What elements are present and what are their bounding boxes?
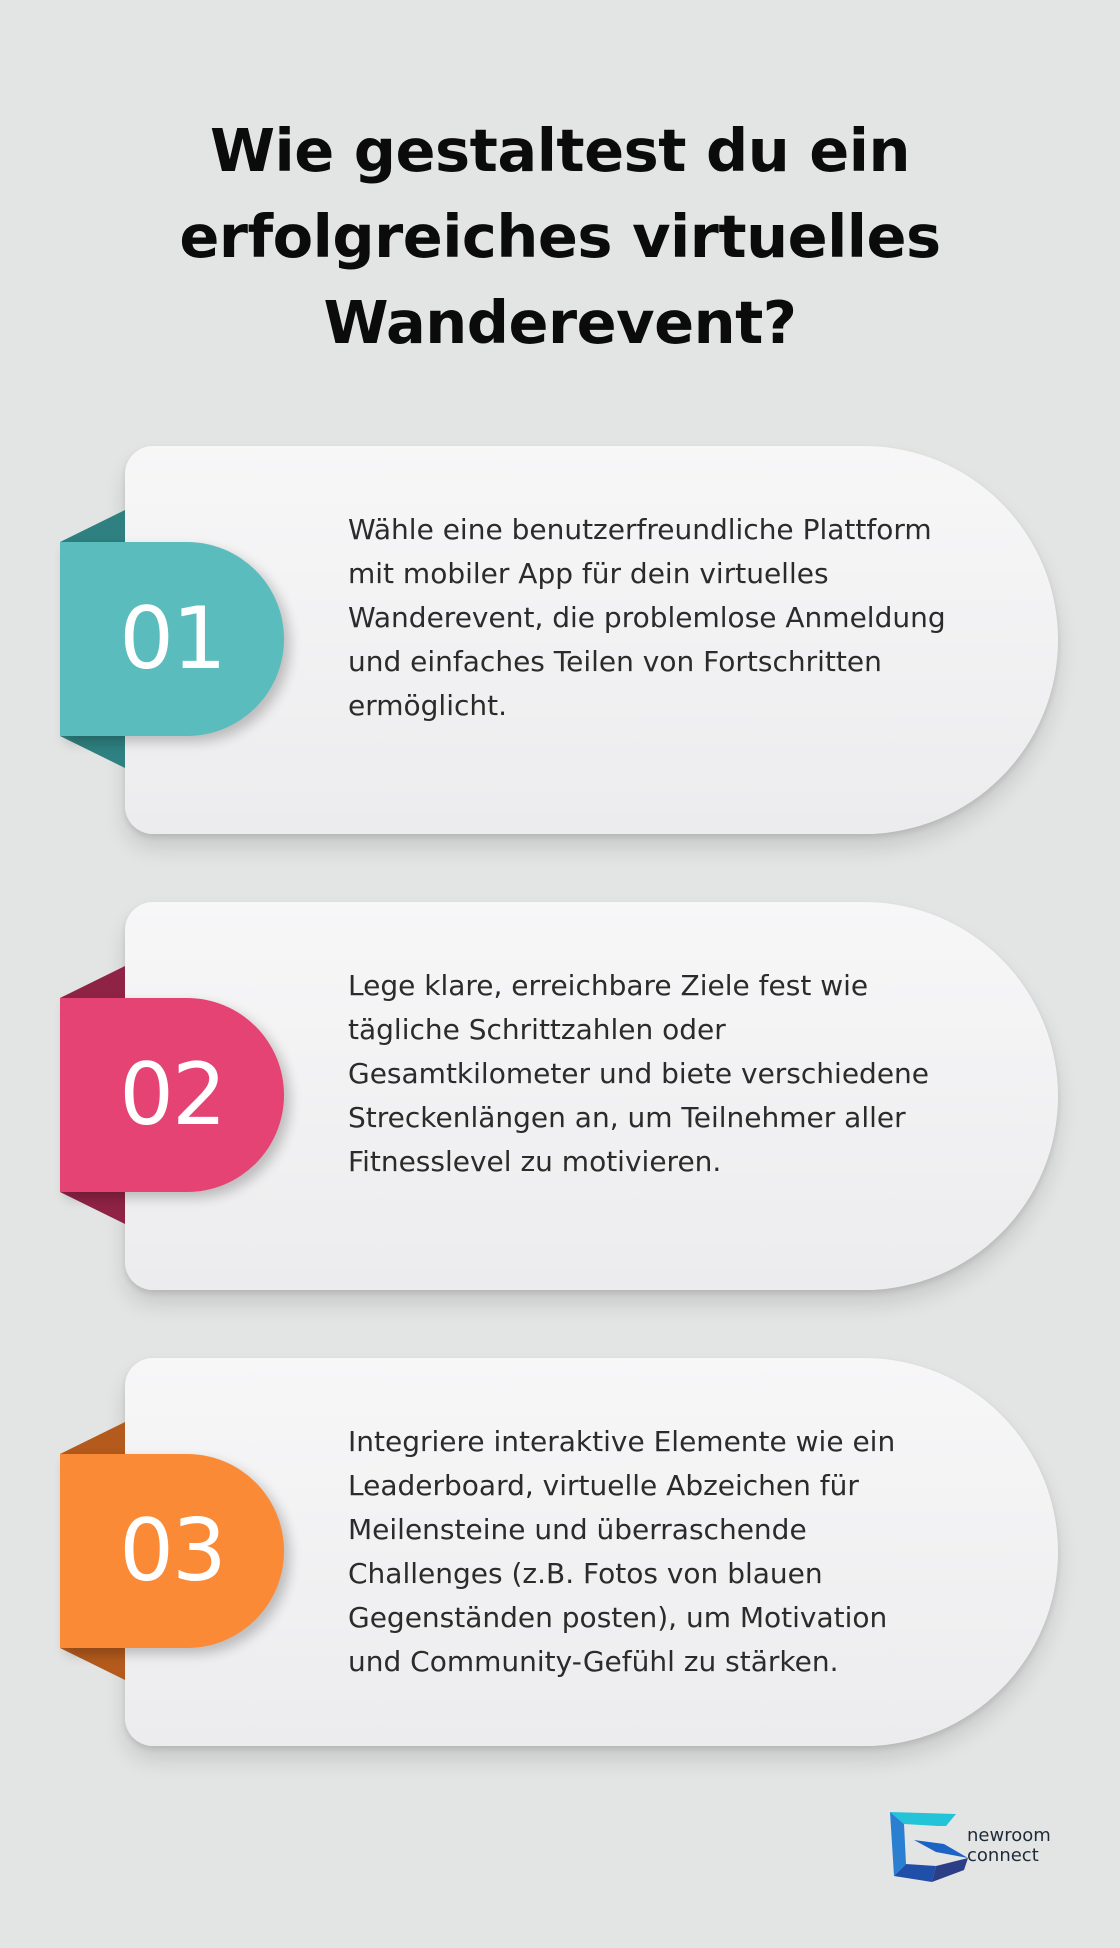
step-1-number: 01 xyxy=(119,589,225,689)
newroom-connect-logo-icon xyxy=(888,1812,968,1884)
step-3-number: 03 xyxy=(119,1501,225,1601)
step-2-number-tab xyxy=(60,998,284,1192)
step-2-number: 02 xyxy=(119,1045,225,1145)
step-1-fold-bottom xyxy=(60,736,125,768)
page-title: Wie gestaltest du ein erfolgreiches virtuelles Wanderevent? xyxy=(179,116,941,357)
step-3-number-tab xyxy=(60,1454,284,1648)
step-3-fold-top xyxy=(60,1422,125,1454)
step-3-text: Integriere interaktive Elemente wie ein Leaderboard, virtuelle Abzeichen für Meilensteine und überraschende Challenges (z.B. Fotos von blauen Gegenständen posten), um Motivation und Community-Gefühl zu stärken. xyxy=(348,1425,896,1678)
logo-text-line-2: connect xyxy=(967,1845,1039,1866)
step-2-fold-bottom xyxy=(60,1192,125,1224)
step-3-fold-bottom xyxy=(60,1648,125,1680)
step-2-fold-top xyxy=(60,966,125,998)
step-2-text: Lege klare, erreichbare Ziele fest wie tägliche Schrittzahlen oder Gesamtkilometer und biete verschiedene Streckenlängen an, um Teilnehmer aller Fitnesslevel zu motivieren. xyxy=(348,969,930,1178)
step-1-number-tab xyxy=(60,542,284,736)
step-1-fold-top xyxy=(60,510,125,542)
step-1-text: Wähle eine benutzerfreundliche Plattform mit mobiler App für dein virtuelles Wanderevent, die problemlose Anmeldung und einfaches Teilen von Fortschritten ermöglicht. xyxy=(348,513,946,722)
logo-text-line-1: newroom xyxy=(967,1825,1051,1846)
brand-logo xyxy=(888,1812,1058,1884)
